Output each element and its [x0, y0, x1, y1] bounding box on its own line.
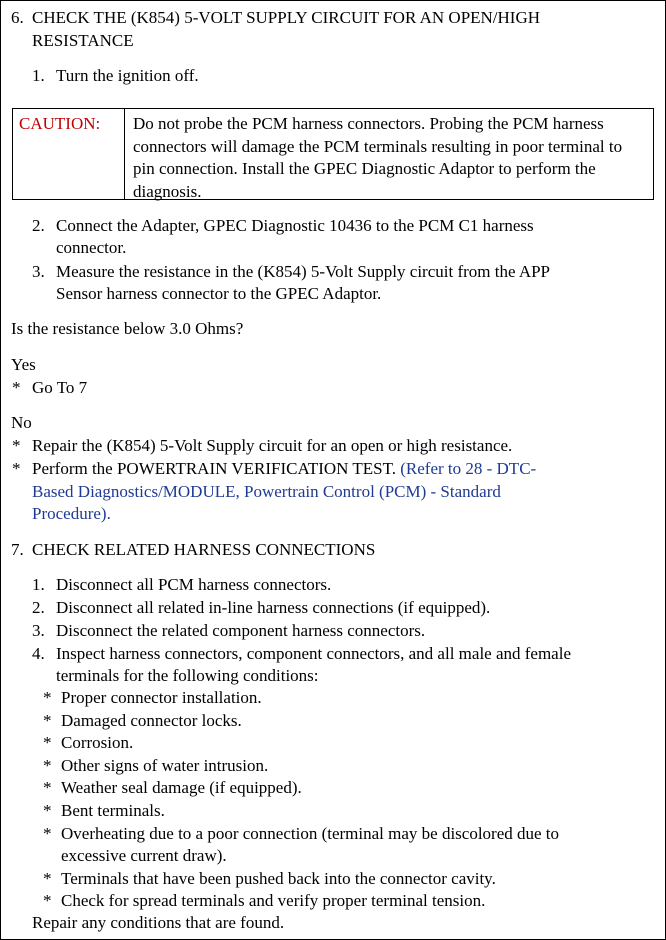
step7-sub3-text: Disconnect the related component harness connectors.: [56, 621, 426, 640]
step6-substep1-number: 1.: [32, 66, 45, 85]
step7-number: 7.: [11, 540, 24, 559]
no-label: No: [11, 413, 32, 432]
step7-sub1-number: 1.: [32, 575, 45, 594]
condition-bullet: *: [43, 711, 52, 730]
caution-text: Do not probe the PCM harness connectors. Probing the PCM harness connectors will damage the PCM terminals resulting in poor terminal to pin connection. Install the GPEC Diagnostic Adaptor to perform the diagnosis.: [133, 114, 623, 201]
step6-substep2-number: 2.: [32, 216, 45, 235]
procedure-reference-link-line3[interactable]: Procedure).: [32, 504, 111, 523]
condition-bullet: *: [43, 801, 52, 820]
procedure-reference-link-line2[interactable]: Based Diagnostics/MODULE, Powertrain Control (PCM) - Standard: [32, 482, 501, 501]
no-bullet-2: *: [12, 459, 21, 478]
step7-sub2-number: 2.: [32, 598, 45, 617]
condition-bullet: *: [43, 778, 52, 797]
condition-item: Proper connector installation.: [61, 688, 262, 707]
step6-substep3-line2: Sensor harness connector to the GPEC Adaptor.: [56, 284, 382, 303]
step7-sub4-line2: terminals for the following conditions:: [56, 666, 319, 685]
condition-bullet: *: [43, 733, 52, 752]
step6-title-line2: RESISTANCE: [32, 31, 134, 50]
step6-title-line1: CHECK THE (K854) 5-VOLT SUPPLY CIRCUIT FOR AN OPEN/HIGH: [32, 8, 541, 27]
caution-box: [12, 108, 654, 200]
diagnostic-question: Is the resistance below 3.0 Ohms?: [11, 319, 244, 338]
step7-title: CHECK RELATED HARNESS CONNECTIONS: [32, 540, 376, 559]
no-item-repair: Repair the (K854) 5-Volt Supply circuit for an open or high resistance.: [32, 436, 513, 455]
yes-goto-link[interactable]: Go To 7: [32, 378, 88, 397]
no-item-verification: [32, 458, 536, 481]
step6-substep3-line1: Measure the resistance in the (K854) 5-Volt Supply circuit from the APP: [56, 262, 551, 281]
step7-sub4-line1: Inspect harness connectors, component connectors, and all male and female: [56, 644, 571, 663]
condition-item: Overheating due to a poor connection (terminal may be discolored due to: [61, 824, 560, 843]
condition-item: Weather seal damage (if equipped).: [61, 778, 302, 797]
step6-substep2-line1: Connect the Adapter, GPEC Diagnostic 10436 to the PCM C1 harness: [56, 216, 534, 235]
condition-item: Damaged connector locks.: [61, 711, 242, 730]
caution-divider: [124, 109, 125, 199]
procedure-reference-link[interactable]: (Refer to 28 - DTC-: [400, 459, 537, 478]
condition-bullet: *: [43, 869, 52, 888]
step6-number: 6.: [11, 8, 24, 27]
step6-substep2-line2: connector.: [56, 238, 127, 257]
step7-sub1-text: Disconnect all PCM harness connectors.: [56, 575, 332, 594]
caution-label: CAUTION:: [19, 114, 101, 133]
condition-item: Check for spread terminals and verify proper terminal tension.: [61, 891, 486, 910]
condition-item: Corrosion.: [61, 733, 134, 752]
condition-item: Other signs of water intrusion.: [61, 756, 269, 775]
condition-bullet: *: [43, 824, 52, 843]
condition-bullet: *: [43, 688, 52, 707]
no-bullet-1: *: [12, 436, 21, 455]
step6-substep3-number: 3.: [32, 262, 45, 281]
verification-test-text: Perform the POWERTRAIN VERIFICATION TEST.: [32, 459, 396, 478]
yes-label: Yes: [11, 355, 36, 374]
step7-sub3-number: 3.: [32, 621, 45, 640]
condition-bullet: *: [43, 756, 52, 775]
condition-item-continued: excessive current draw).: [61, 846, 227, 865]
condition-item: Bent terminals.: [61, 801, 165, 820]
step7-closing: Repair any conditions that are found.: [32, 913, 285, 932]
yes-bullet: *: [12, 378, 21, 397]
step7-sub4-number: 4.: [32, 644, 45, 663]
step7-sub2-text: Disconnect all related in-line harness connections (if equipped).: [56, 598, 491, 617]
condition-bullet: *: [43, 891, 52, 910]
condition-item: Terminals that have been pushed back into the connector cavity.: [61, 869, 496, 888]
step6-substep1-text: Turn the ignition off.: [56, 66, 199, 85]
